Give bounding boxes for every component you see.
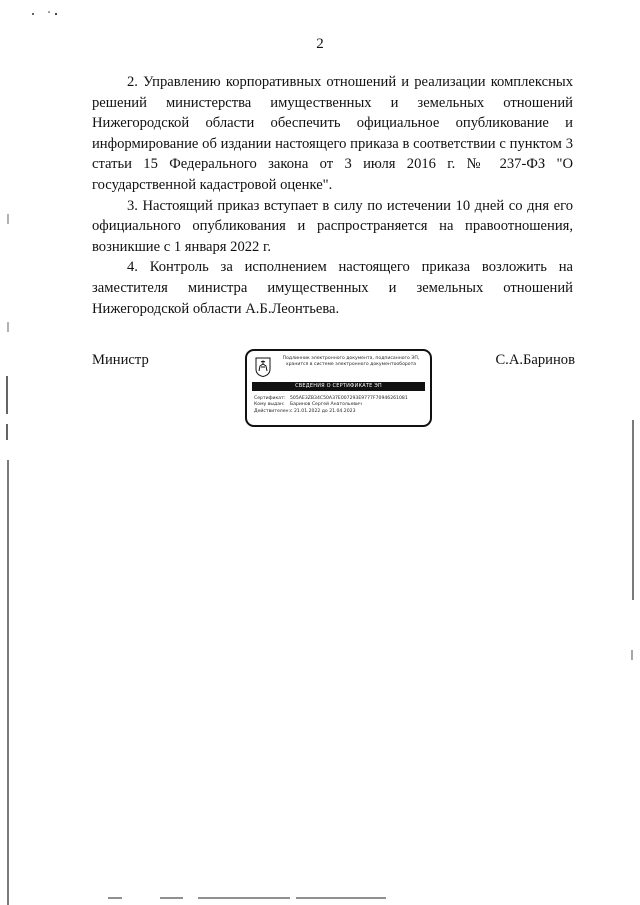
paragraph-2 [92, 72, 573, 196]
stamp-valid-row [254, 409, 426, 415]
deer-emblem-icon [255, 357, 271, 377]
stamp-certificate-label: Сертификат: [254, 396, 286, 401]
stamp-details [254, 396, 426, 415]
right-edge-scan-lines [632, 420, 633, 660]
stamp-header-line-2: хранится в системе электронного документооборота [285, 362, 417, 367]
stamp-valid-label: Действителен: [254, 408, 291, 414]
stamp-title-bar: СВЕДЕНИЯ О СЕРТИФИКАТЕ ЭП [252, 382, 425, 391]
document-body [92, 72, 573, 319]
left-edge-scan-lines [7, 214, 8, 905]
signatory-position: Министр [92, 352, 149, 368]
stamp-header [275, 356, 427, 368]
paragraph-4-text: 4. Контроль за исполнением настоящего приказа возложить на заместителя министра имущественных и земельных отношений Нижегородской области А.Б.Леонтьева. [92, 259, 573, 317]
paragraph-4 [92, 257, 573, 319]
paragraph-2-text: 2. Управлению корпоративных отношений и реализации комплексных решений министерства имущественных и земельных отношений Нижегородской области обеспечить официальное опубликование и информирование об издании настоящего приказа в соответствии с пунктом 3 статьи 15 Федерального закона от 3 июля 2016 г. № 237-ФЗ "О государственной кадастровой оценке". [92, 74, 573, 193]
paragraph-3 [92, 196, 573, 258]
stamp-valid-value: с 21.01.2022 до 21.04.2023 [290, 408, 356, 414]
stamp-issued-to-value: Баринов Сергей Анатольевич [290, 402, 362, 408]
stamp-certificate-value: 505AE3ZB34C50A37E007293E9777F70946261081 [290, 396, 408, 401]
stamp-issued-to-label: Кому выдан: [254, 402, 285, 408]
signature-block [92, 352, 575, 432]
top-left-scan-specks [32, 11, 57, 15]
signatory-name: С.А.Баринов [495, 352, 575, 368]
paragraph-3-text: 3. Настоящий приказ вступает в силу по истечении 10 дней со дня его официального опубликования и распространяется на правоотношения, возникшие с 1 января 2022 г. [92, 197, 573, 255]
stamp-header-line-1: Подлинник электронного документа, подписанного ЭП, [282, 356, 420, 361]
page-number: 2 [316, 36, 324, 52]
electronic-signature-stamp [245, 349, 432, 427]
